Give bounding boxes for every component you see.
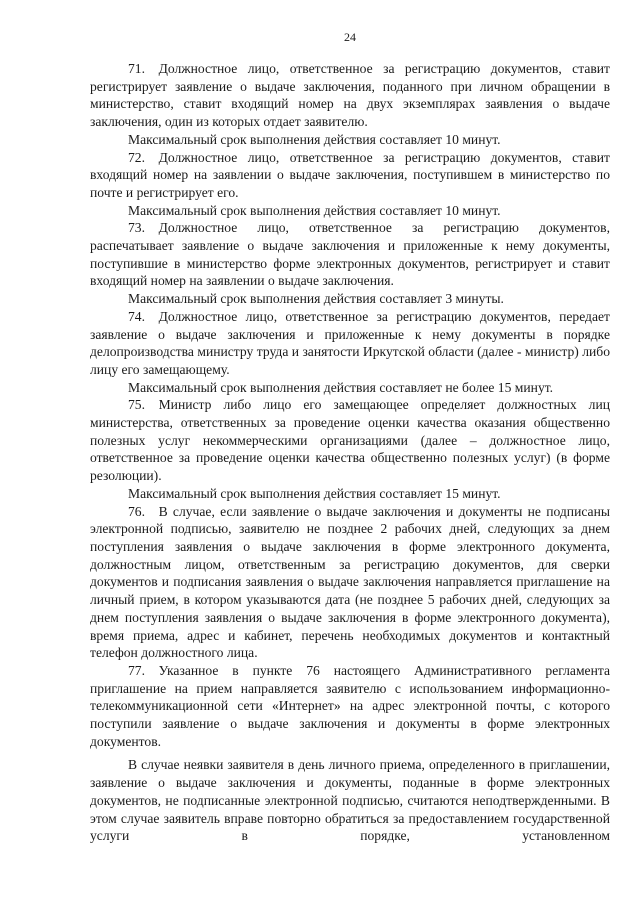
paragraph-76: 76. В случае, если заявление о выдаче заключения и документы не подписаны электронной подписью, заявителю не позднее 2 рабочих дней, следующих за днем поступления заявления о выдаче заключения в форме электронного документа, должностным лицом, ответственным за регистрацию документов, для сверки документов и подписания заявления о выдаче заключения направляется приглашение на личный прием, в котором указываются дата (не позднее 5 рабочих дней, следующих за днем поступления заявления о выдаче заключения в форме электронного документа), время приема, адрес и кабинет, перечень необходимых документов и контактный телефон должностного лица.	[90, 503, 610, 661]
paragraph-71-time: Максимальный срок выполнения действия составляет 10 минут.	[128, 131, 501, 147]
paragraph-77-continued: В случае неявки заявителя в день личного приема, определенного в приглашении, заявление о выдаче заключения и документы, поданные в форме электронных документов, не подписанные электронной подписью, считаются неподтвержденными. В этом случае заявитель вправе повторно обратиться за предоставлением государственной услуги в порядке, установленном	[90, 757, 610, 844]
paragraph-77: 77. Указанное в пункте 76 настоящего Административного регламента приглашение на прием направляется заявителю с использованием информационно-телекоммуникационной сети «Интернет» на адрес электронной почты, с которого поступили заявление о выдаче заключения и документы в форме электронных документов.	[90, 662, 610, 749]
paragraph-75-time: Максимальный срок выполнения действия составляет 15 минут.	[128, 485, 501, 501]
page-number: 24	[344, 30, 356, 44]
paragraph-73: 73. Должностное лицо, ответственное за регистрацию документов, распечатывает заявление о выдаче заключения и приложенные к нему документы, поступившие в министерство форме электронных документов, регистрирует и ставит входящий номер на заявлении о выдаче заключения.	[90, 220, 610, 289]
paragraph-72: 72. Должностное лицо, ответственное за регистрацию документов, ставит входящий номер на заявлении о выдаче заключения, поступившем в министерство по почте и регистрирует его.	[90, 149, 610, 200]
paragraph-75: 75. Министр либо лицо его замещающее определяет должностных лиц министерства, ответственных за проведение оценки качества оказания общественно полезных услуг некоммерческими организациями (далее – должностное лицо, ответственное за проведение оценки качества общественно полезных услуг) (в форме резолюции).	[90, 397, 610, 484]
paragraph-74-time: Максимальный срок выполнения действия составляет не более 15 минут.	[128, 379, 554, 395]
paragraph-74: 74. Должностное лицо, ответственное за регистрацию документов, передает заявление о выдаче заключения и приложенные к нему документы в порядке делопроизводства министру труда и занятости Иркутской области (далее - министр) либо лицу его замещающему.	[90, 308, 610, 377]
paragraph-71: 71. Должностное лицо, ответственное за регистрацию документов, ставит регистрирует заявление о выдаче заключения, поданного при личном обращении в министерство, ставит входящий номер на двух экземплярах заявления о выдаче заключения, один из которых отдает заявителю.	[90, 61, 610, 130]
paragraph-73-time: Максимальный срок выполнения действия составляет 3 минуты.	[128, 291, 504, 307]
paragraph-72-time: Максимальный срок выполнения действия составляет 10 минут.	[128, 202, 501, 218]
